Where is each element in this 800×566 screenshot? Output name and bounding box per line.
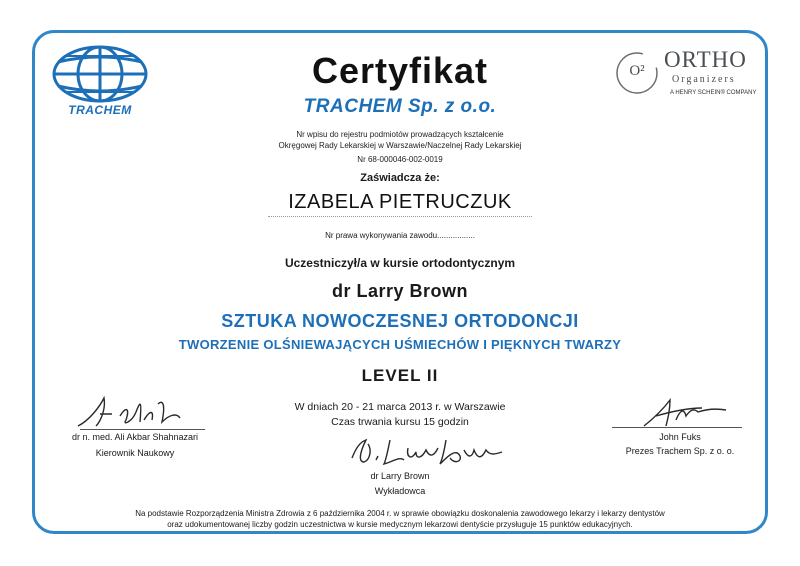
company-name: TRACHEM Sp. z o.o. (303, 96, 497, 117)
registry-line-2: Okręgowej Rady Lekarskiej w Warszawie/Naczelnej Rady Lekarskiej (278, 141, 522, 150)
course-title: SZTUKA NOWOCZESNEJ ORTODONCJI (221, 311, 579, 331)
attest-label: Zaświadcza że: (360, 172, 440, 184)
right-signature-line (612, 427, 742, 428)
certificate-title: Certyfikat (311, 50, 489, 91)
right-signatory-name: John Fuks (659, 432, 701, 442)
center-signatory-role: Wykładowca (374, 486, 426, 496)
course-subtitle: TWORZENIE OLŚNIEWAJĄCYCH UŚMIECHÓW I PIĘKNYCH TWARZY (178, 337, 622, 352)
left-signature (70, 392, 200, 432)
licence-line: Nr prawa wykonywania zawodu................. (325, 231, 475, 240)
legal-note-line-1: Na podstawie Rozporządzenia Ministra Zdrowia z 6 października 2004 r. w sprawie obowiązku doskonalenia zawodowego lekarzy i lekarzy dentystów (135, 509, 665, 518)
participation-text: Uczestniczył/a w kursie ortodontycznym (284, 256, 516, 270)
ortho-badge: O² (629, 63, 645, 79)
left-signatory-name: dr n. med. Ali Akbar Shahnazari (71, 432, 199, 442)
ortho-name: ORTHO (664, 47, 747, 72)
center-signatory-name: dr Larry Brown (370, 471, 430, 481)
legal-note-line-2: oraz udokumentowanej liczby godzin uczestnictwa w kursie medycznym lekarzowi dentyście przysługuje 15 punktów edukacyjnych. (167, 520, 633, 529)
lecturer-name: dr Larry Brown (331, 281, 469, 301)
ortho-sub: Organizers (672, 74, 736, 85)
center-signature (346, 434, 506, 470)
name-underline (268, 216, 532, 217)
right-signature (640, 396, 730, 430)
registry-line-1: Nr wpisu do rejestru podmiotów prowadzących kształcenie (296, 130, 504, 139)
course-duration: Czas trwania kursu 15 godzin (331, 416, 469, 428)
course-dates: W dniach 20 - 21 marca 2013 r. w Warszawie (294, 401, 506, 413)
registry-number: Nr 68-000046-002-0019 (357, 155, 443, 164)
left-signature-line (80, 429, 205, 430)
left-signatory-role: Kierownik Naukowy (95, 448, 175, 458)
participant-name: IZABELA PIETRUCZUK (288, 191, 512, 213)
ortho-tagline: A HENRY SCHEIN® COMPANY (670, 90, 757, 96)
course-level: LEVEL II (361, 366, 439, 385)
right-signatory-role: Prezes Trachem Sp. z o. o. (625, 446, 735, 456)
trachem-logo-label: TRACHEM (68, 103, 132, 117)
